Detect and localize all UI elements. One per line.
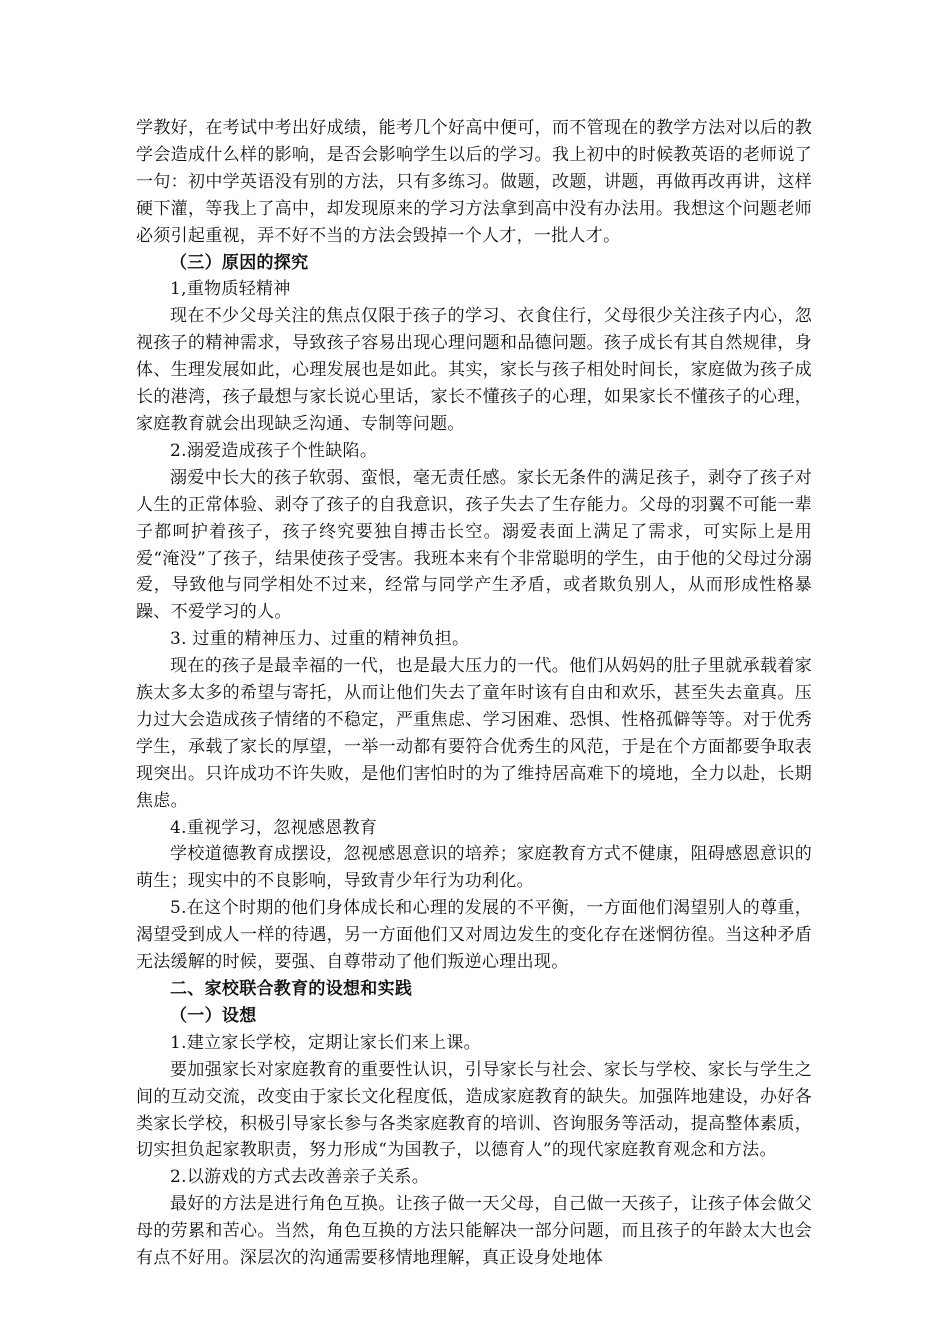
list-item-ideas-1: 1.建立家长学校，定期让家长们来上课。	[170, 1032, 481, 1053]
list-item-2: 2.溺爱造成孩子个性缺陷。	[170, 440, 378, 461]
document-body	[136, 115, 812, 1272]
paragraph: 现在不少父母关注的焦点仅限于孩子的学习、衣食住行，父母很少关注孩子内心，忽视孩子的精神需求，导致孩子容易出现心理问题和品德问题。孩子成长有其自然规律，身体、生理发展如此，心理发展也是如此。其实，家长与孩子相处时间长，家庭做为孩子成长的港湾，孩子最想与家长说心里话，家长不懂孩子的心理，如果家长不懂孩子的心理，家庭教育就会出现缺乏沟通、专制等问题。	[136, 306, 812, 434]
list-item-ideas-2: 2.以游戏的方式去改善亲子关系。	[170, 1167, 430, 1188]
section-heading-causes: （三）原因的探究	[170, 252, 309, 273]
section-heading-ideas: （一）设想	[170, 1005, 257, 1026]
paragraph: 学校道德教育成摆设，忽视感恩意识的培养；家庭教育方式不健康，阻碍感恩意识的萌生；现实中的不良影响，导致青少年行为功利化。	[136, 844, 812, 892]
list-item-4: 4.重视学习，忽视感恩教育	[170, 817, 378, 838]
paragraph: 现在的孩子是最幸福的一代，也是最大压力的一代。他们从妈妈的肚子里就承载着家族太多太多的希望与寄托，从而让他们失去了童年时该有自由和欢乐，甚至失去童真。压力过大会造成孩子情绪的不稳定，严重焦虑、学习困难、恐惧、性格孤僻等等。对于优秀学生，承载了家长的厚望，一举一动都有要符合优秀生的风范，于是在个方面都要争取表现突出。只许成功不许失败，是他们害怕时的为了维持居高难下的境地，全力以赴，长期焦虑。	[136, 656, 812, 811]
list-item-3: 3. 过重的精神压力、过重的精神负担。	[170, 629, 470, 650]
chapter-heading: 二、家校联合教育的设想和实践	[170, 979, 413, 999]
list-item-1: 1,重物质轻精神	[170, 279, 291, 300]
paragraph: 最好的方法是进行角色互换。让孩子做一天父母，自己做一天孩子，让孩子体会做父母的劳累和苦心。当然，角色互换的方法只能解决一部分问题，而且孩子的年龄太大也会有点不好用。深层次的沟通需要移情地理解，真正设身处地体	[136, 1194, 812, 1269]
paragraph: 溺爱中长大的孩子软弱、蛮恨，毫无责任感。家长无条件的满足孩子，剥夺了孩子对人生的正常体验、剥夺了孩子的自我意识，孩子失去了生存能力。父母的羽翼不可能一辈子都呵护着孩子，孩子终究要独自搏击长空。溺爱表面上满足了需求，可实际上是用爱“淹没”了孩子，结果使孩子受害。我班本来有个非常聪明的学生，由于他的父母过分溺爱，导致他与同学相处不过来，经常与同学产生矛盾，或者欺负别人，从而形成性格暴躁、不爱学习的人。	[136, 467, 812, 623]
paragraph: 要加强家长对家庭教育的重要性认识，引导家长与社会、家长与学校、家长与学生之间的互动交流，改变由于家长文化程度低，造成家庭教育的缺失。加强阵地建设，办好各类家长学校，积极引导家长参与各类家庭教育的培训、咨询服务等活动，提高整体素质，切实担负起家教职责，努力形成“为国教子，以德育人”的现代家庭教育观念和方法。	[136, 1059, 812, 1161]
list-item-5: 5.在这个时期的他们身体成长和心理的发展的不平衡，一方面他们渴望别人的尊重，渴望受到成人一样的待遇，另一方面他们又对周边发生的变化存在迷惘彷徨。当这种矛盾无法缓解的时候，要强、自尊带动了他们叛逆心理出现。	[136, 898, 812, 973]
paragraph-continuation: 学教好，在考试中考出好成绩，能考几个好高中便可，而不管现在的教学方法对以后的教学会造成什么样的影响，是否会影响学生以后的学习。我上初中的时候教英语的老师说了一句：初中学英语没有别的方法，只有多练习。做题，改题，讲题，再做再改再讲，这样硬下灌，等我上了高中，却发现原来的学习方法拿到高中没有办法用。我想这个问题老师必须引起重视，弄不好不当的方法会毁掉一个人才，一批人才。	[136, 118, 812, 246]
